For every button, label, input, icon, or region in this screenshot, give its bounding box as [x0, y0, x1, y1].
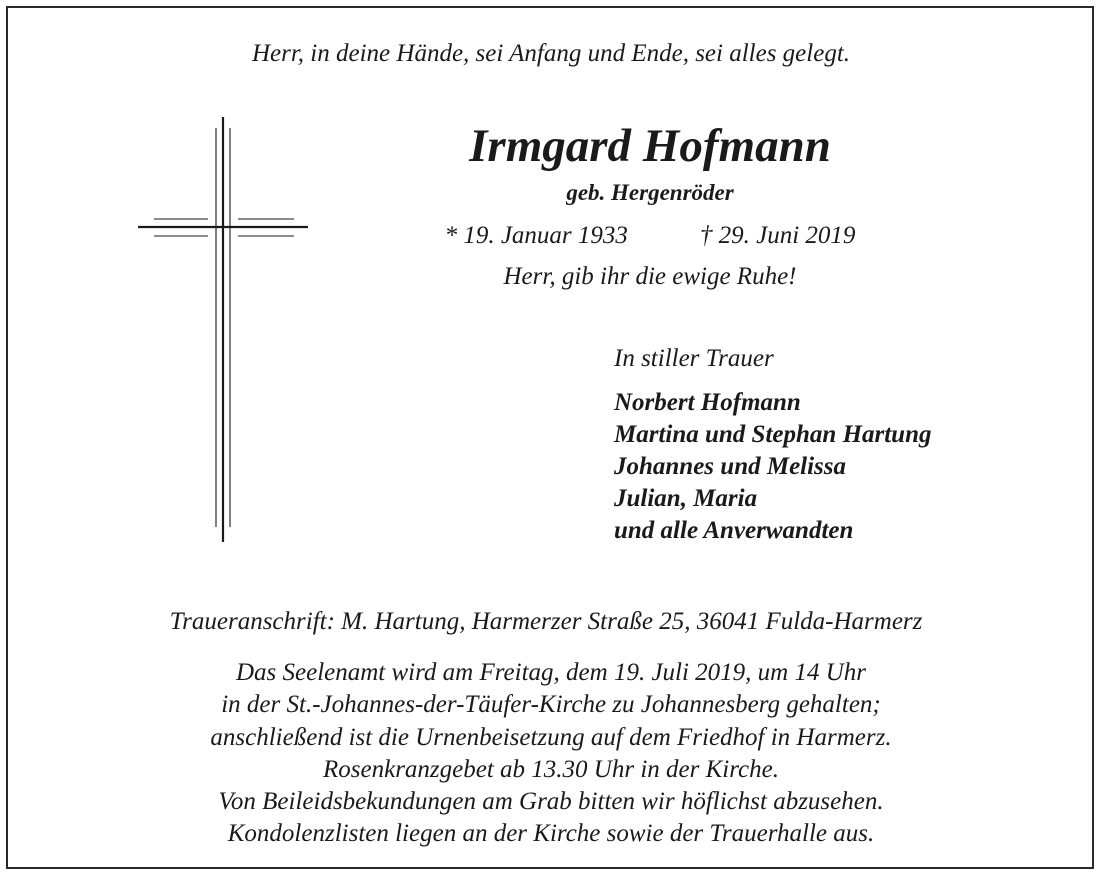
mourning-intro: In stiller Trauer [614, 345, 774, 372]
service-info-line: Kondolenzlisten liegen an der Kirche sowie der Trauerhalle aus. [227, 820, 875, 847]
mourning-address: Traueranschrift: M. Hartung, Harmerzer Straße 25, 36041 Fulda-Harmerz [169, 608, 923, 635]
service-info-line: Rosenkranzgebet ab 13.30 Uhr in der Kirche. [323, 756, 779, 783]
mourner-name: Norbert Hofmann [614, 389, 801, 416]
service-info-line: in der St.-Johannes-der-Täufer-Kirche zu Johannesberg gehalten; [221, 691, 881, 718]
mourner-name: und alle Anverwandten [614, 517, 854, 544]
prayer: Herr, gib ihr die ewige Ruhe! [503, 263, 797, 290]
mourner-name: Julian, Maria [614, 485, 758, 512]
life-dates [300, 222, 1000, 250]
service-info-line: Von Beileidsbekundungen am Grab bitten wir höflichst abzusehen. [218, 788, 884, 815]
death-date: † 29. Juni 2019 [699, 222, 856, 249]
service-info-line: anschließend ist die Urnenbeisetzung auf dem Friedhof in Harmerz. [210, 724, 892, 751]
birth-date: * 19. Januar 1933 [444, 222, 628, 249]
service-info-line: Das Seelenamt wird am Freitag, dem 19. Juli 2019, um 14 Uhr [235, 659, 867, 686]
motto: Herr, in deine Hände, sei Anfang und Ende, sei alles gelegt. [251, 40, 851, 67]
deceased-name: Irmgard Hofmann [469, 120, 831, 172]
mourner-name: Martina und Stephan Hartung [614, 421, 932, 448]
mourner-name: Johannes und Melissa [614, 453, 847, 480]
maiden-name: geb. Hergenröder [566, 180, 734, 205]
